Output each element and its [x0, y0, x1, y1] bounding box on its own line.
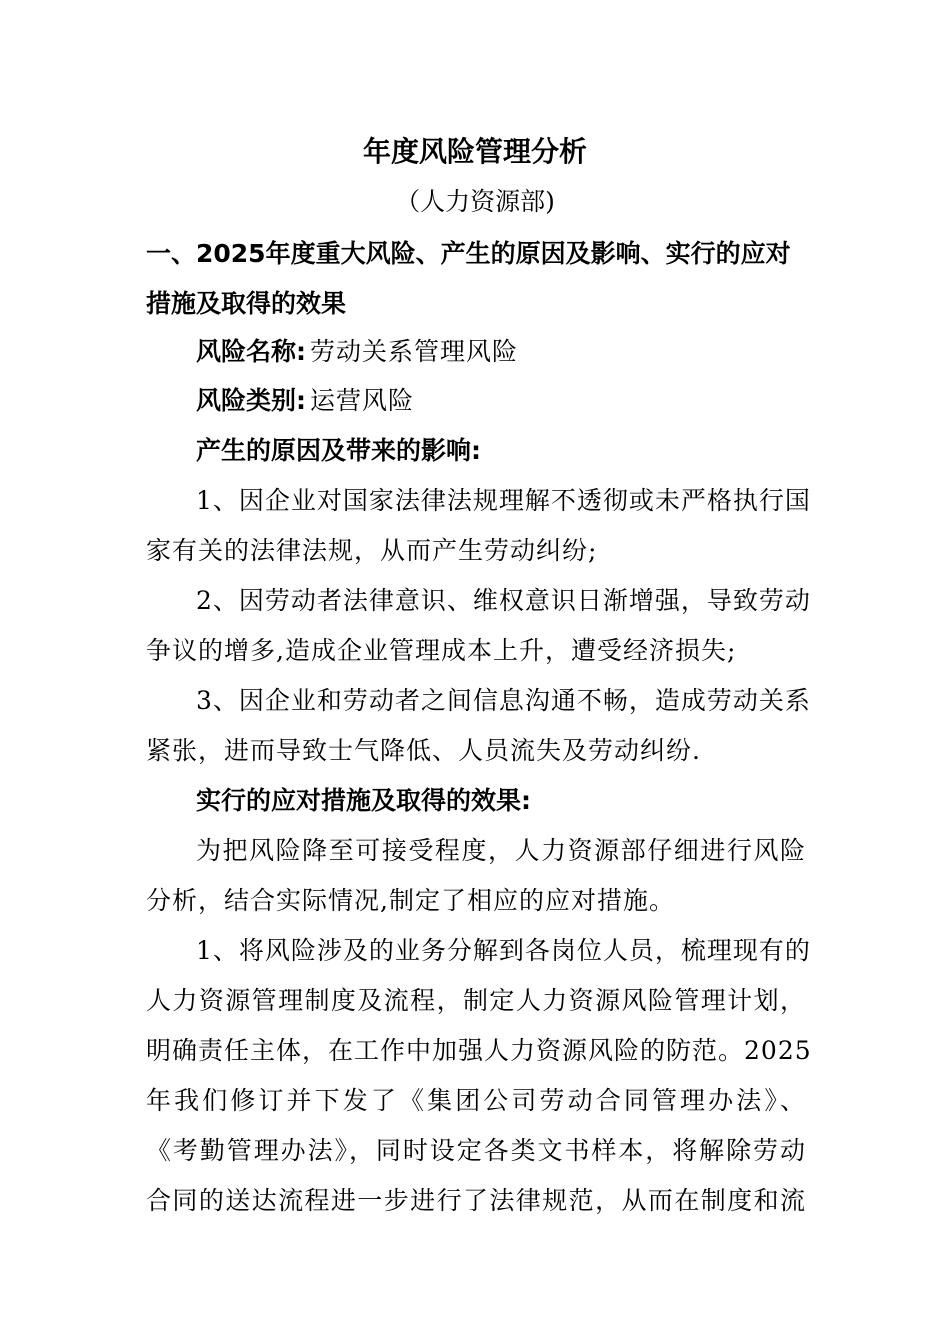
risk-name-label: 风险名称: — [196, 337, 306, 366]
risk-name-row — [196, 332, 806, 372]
measure-1-line-2: 人力资源管理制度及流程，制定人力资源风险管理计划， — [146, 986, 806, 1015]
cause-3-line-2: 紧张，进而导致士气降低、人员流失及劳动纠纷. — [146, 736, 701, 765]
cause-3-line-1: 3、因企业和劳动者之间信息沟通不畅，造成劳动关系 — [196, 686, 811, 715]
cause-2-line-2: 争议的增多,造成企业管理成本上升，遭受经济损失; — [146, 636, 737, 665]
intro-line-2: 分析，结合实际情况,制定了相应的应对措施。 — [146, 886, 675, 915]
measure-1-line-1: 1、将风险涉及的业务分解到各岗位人员，梳理现有的 — [196, 936, 811, 965]
causes-heading: 产生的原因及带来的影响: — [196, 436, 481, 465]
measure-1-line-5: 《考勤管理办法》，同时设定各类文书样本，将解除劳动 — [146, 1136, 806, 1165]
measure-1-line-4: 年我们修订并下发了《集团公司劳动合同管理办法》、 — [146, 1086, 806, 1115]
section-heading: 一、2025年度重大风险、产生的原因及影响、实行的应对措施及取得的效果 — [146, 239, 791, 318]
risk-category-row — [196, 381, 806, 421]
cause-1-line-1: 1、因企业对国家法律法规理解不透彻或未严格执行国 — [196, 486, 811, 515]
risk-category-value: 运营风险 — [310, 386, 415, 415]
risk-name-value: 劳动关系管理风险 — [310, 337, 519, 366]
cause-2-line-1: 2、因劳动者法律意识、维权意识日渐增强，导致劳动 — [196, 586, 811, 615]
document-title: 年度风险管理分析 — [362, 135, 587, 168]
document-subtitle: （人力资源部) — [395, 187, 555, 216]
measure-1-line-6: 合同的送达流程进一步进行了法律规范，从而在制度和流 — [146, 1186, 806, 1215]
risk-category-label: 风险类别: — [196, 386, 306, 415]
cause-1-line-2: 家有关的法律法规，从而产生劳动纠纷; — [146, 536, 598, 565]
intro-line-1: 为把风险降至可接受程度，人力资源部仔细进行风险 — [196, 836, 806, 865]
measures-heading: 实行的应对措施及取得的效果: — [196, 786, 531, 815]
measure-1-line-3: 明确责任主体，在工作中加强人力资源风险的防范。2025 — [146, 1036, 812, 1065]
